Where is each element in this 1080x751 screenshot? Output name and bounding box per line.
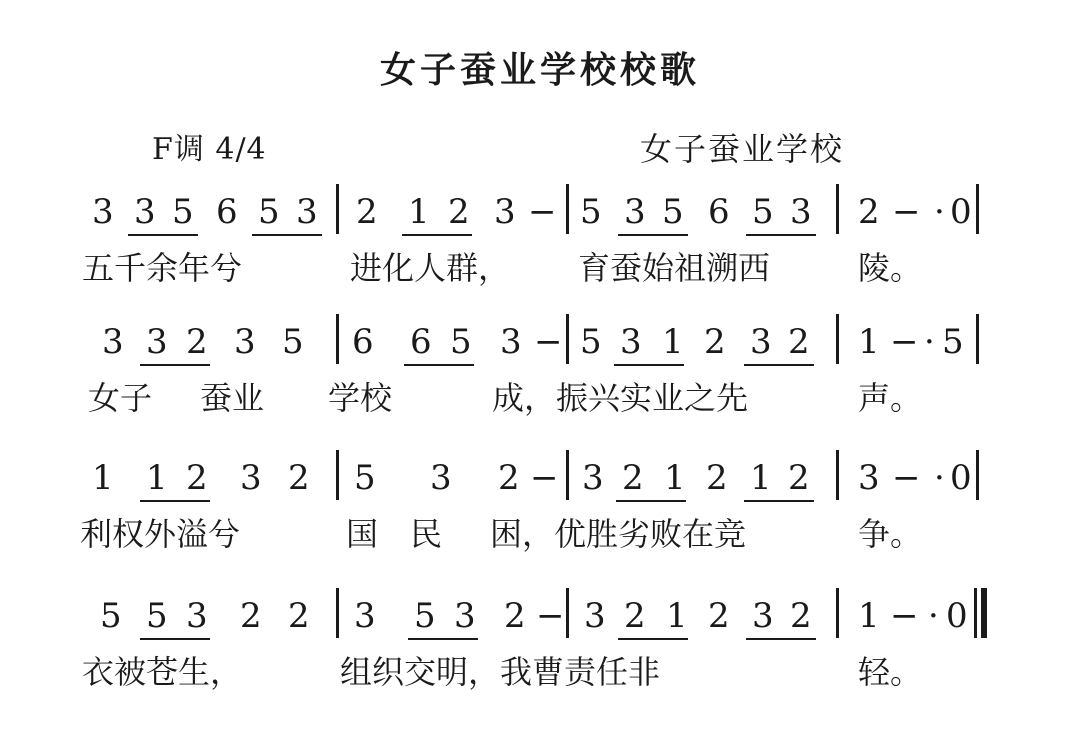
- lyric-segment: 民: [410, 515, 443, 553]
- barline: [336, 184, 339, 234]
- note: 2: [356, 192, 378, 232]
- lyric-segment: 陵。: [858, 249, 923, 287]
- note: 5: [258, 192, 280, 232]
- note: ·: [934, 458, 945, 498]
- barline: [566, 450, 569, 500]
- note: 2: [706, 458, 728, 498]
- note: 5: [354, 458, 376, 498]
- beam-underline: [618, 638, 688, 640]
- lyric-segment: 轻。: [858, 653, 923, 691]
- barline: [566, 184, 569, 234]
- lyric-segment: 成，振兴实业之先: [492, 379, 749, 417]
- lyric-segment: 蚕业: [200, 379, 265, 417]
- note: 2: [504, 596, 526, 636]
- barline: [836, 314, 839, 364]
- note: 3: [134, 192, 156, 232]
- note: ·: [924, 322, 935, 362]
- note: 2: [288, 596, 310, 636]
- note: 3: [624, 192, 646, 232]
- note: 1: [408, 192, 430, 232]
- beam-underline: [402, 234, 472, 236]
- beam-underline: [614, 364, 684, 366]
- notation-line: [0, 182, 1080, 242]
- note: 3: [494, 192, 516, 232]
- note: 1: [666, 596, 688, 636]
- note: 3: [858, 458, 880, 498]
- note: 1: [750, 458, 772, 498]
- note: 3: [752, 596, 774, 636]
- beam-underline: [746, 638, 816, 640]
- note: −: [534, 322, 563, 362]
- note: 3: [240, 458, 262, 498]
- lyrics-line: [0, 512, 1080, 562]
- note: 5: [942, 322, 964, 362]
- note: 3: [102, 322, 124, 362]
- note: 5: [580, 322, 602, 362]
- note: 5: [172, 192, 194, 232]
- barline: [336, 450, 339, 500]
- note: 6: [410, 322, 432, 362]
- notation-line: [0, 312, 1080, 372]
- note: 5: [752, 192, 774, 232]
- beam-underline: [140, 638, 210, 640]
- note: 1: [664, 458, 686, 498]
- note: 0: [950, 458, 972, 498]
- note: 3: [582, 458, 604, 498]
- note: 2: [498, 458, 520, 498]
- note: −: [890, 596, 919, 636]
- lyric-segment: 育蚕始祖溯西: [578, 249, 771, 287]
- lyrics-line: [0, 650, 1080, 700]
- notation-line: [0, 586, 1080, 646]
- beam-underline: [404, 364, 474, 366]
- note: 3: [790, 192, 812, 232]
- lyric-segment: 进化人群，: [350, 249, 511, 287]
- note: 3: [186, 596, 208, 636]
- note: 3: [296, 192, 318, 232]
- note: 3: [620, 322, 642, 362]
- note: 6: [352, 322, 374, 362]
- score-system: [0, 182, 1080, 302]
- note: 0: [946, 596, 968, 636]
- note: 3: [354, 596, 376, 636]
- note: 2: [708, 596, 730, 636]
- note: 1: [146, 458, 168, 498]
- lyric-segment: 困，优胜劣败在竞: [490, 515, 747, 553]
- note: 1: [662, 322, 684, 362]
- note: 5: [146, 596, 168, 636]
- beam-underline: [744, 364, 814, 366]
- lyric-segment: 学校: [328, 379, 393, 417]
- lyric-segment: 国: [346, 515, 379, 553]
- score-system: [0, 448, 1080, 568]
- note: 3: [92, 192, 114, 232]
- barline: [976, 184, 979, 234]
- lyric-segment: 声。: [858, 379, 923, 417]
- author-credit: 女子蚕业学校: [640, 130, 845, 168]
- note: 0: [950, 192, 972, 232]
- note: 3: [430, 458, 452, 498]
- lyric-segment: 组织交明，我曹责任非: [340, 653, 661, 691]
- lyric-segment: 利权外溢兮: [80, 515, 241, 553]
- note: 3: [500, 322, 522, 362]
- barline: [836, 184, 839, 234]
- beam-underline: [252, 234, 322, 236]
- note: 5: [414, 596, 436, 636]
- beam-underline: [744, 500, 814, 502]
- note: 2: [788, 322, 810, 362]
- note: 5: [662, 192, 684, 232]
- barline: [836, 450, 839, 500]
- note: 3: [584, 596, 606, 636]
- note: −: [892, 458, 921, 498]
- key-signature: F调 4/4: [152, 132, 267, 167]
- lyric-segment: 女子: [88, 379, 153, 417]
- notation-line: [0, 448, 1080, 508]
- barline: [976, 450, 979, 500]
- note: 2: [448, 192, 470, 232]
- beam-underline: [140, 500, 210, 502]
- barline: [336, 588, 339, 638]
- note: 5: [282, 322, 304, 362]
- beam-underline: [616, 500, 686, 502]
- barline: [336, 314, 339, 364]
- note: 3: [750, 322, 772, 362]
- note: 6: [708, 192, 730, 232]
- note: 3: [234, 322, 256, 362]
- note: 2: [788, 458, 810, 498]
- note: −: [890, 322, 919, 362]
- note: 2: [186, 458, 208, 498]
- beam-underline: [140, 364, 210, 366]
- note: 2: [858, 192, 880, 232]
- note: 1: [92, 458, 114, 498]
- lyric-segment: 五千余年兮: [82, 249, 243, 287]
- note: 1: [858, 596, 880, 636]
- note: 5: [100, 596, 122, 636]
- note: −: [892, 192, 921, 232]
- score-system: [0, 312, 1080, 432]
- song-title: 女子蚕业学校校歌: [379, 49, 700, 91]
- lyric-segment: 争。: [858, 515, 923, 553]
- note: 2: [624, 596, 646, 636]
- beam-underline: [746, 234, 816, 236]
- beam-underline: [618, 234, 688, 236]
- note: 1: [858, 322, 880, 362]
- note: 2: [622, 458, 644, 498]
- note: 3: [146, 322, 168, 362]
- note: 2: [704, 322, 726, 362]
- note: 2: [186, 322, 208, 362]
- note: 2: [288, 458, 310, 498]
- final-barline: [974, 588, 987, 638]
- note: −: [528, 192, 557, 232]
- note: 3: [454, 596, 476, 636]
- score-system: [0, 586, 1080, 706]
- beam-underline: [128, 234, 198, 236]
- beam-underline: [408, 638, 478, 640]
- lyric-segment: 衣被苍生，: [82, 653, 243, 691]
- barline: [836, 588, 839, 638]
- barline: [976, 314, 979, 364]
- note: 6: [216, 192, 238, 232]
- note: 2: [790, 596, 812, 636]
- note: 2: [240, 596, 262, 636]
- note: 5: [580, 192, 602, 232]
- note: 5: [450, 322, 472, 362]
- note: −: [536, 596, 565, 636]
- lyrics-line: [0, 246, 1080, 296]
- barline: [566, 314, 569, 364]
- note: ·: [928, 596, 939, 636]
- note: ·: [934, 192, 945, 232]
- barline: [566, 588, 569, 638]
- note: −: [530, 458, 559, 498]
- lyrics-line: [0, 376, 1080, 426]
